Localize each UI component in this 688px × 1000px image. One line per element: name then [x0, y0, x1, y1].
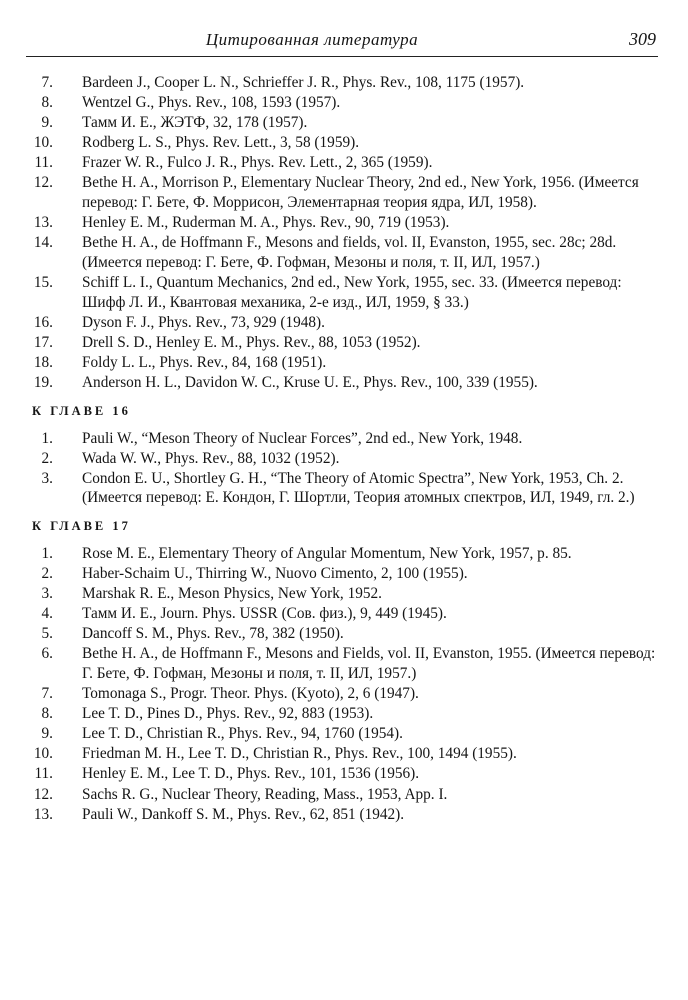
reference-number: 3. [41, 469, 53, 487]
reference-number: 1. [41, 429, 53, 447]
references-list [28, 73, 658, 825]
running-header [26, 26, 658, 57]
reference-entry [28, 744, 658, 764]
reference-entry [28, 153, 658, 173]
reference-entry [28, 624, 658, 644]
reference-number: 14. [33, 234, 53, 252]
reference-entry [28, 724, 658, 744]
reference-entry [28, 449, 658, 469]
section-heading-chapter-16: К ГЛАВЕ 16 [32, 403, 131, 418]
reference-number: 17. [33, 333, 53, 351]
reference-text: Bethe H. A., de Hoffmann F., Mesons and fields, vol. II, Evanston, 1955, sec. 28c; 28d. (Имеется перевод: Г. Бете, Ф. Гофман, Мезоны и поля, т. II, ИЛ, 1957.) [82, 234, 617, 271]
reference-entry [28, 373, 658, 393]
reference-number: 3. [41, 585, 53, 603]
reference-text: Foldy L. L., Phys. Rev., 84, 168 (1951). [82, 353, 327, 371]
reference-text: Henley E. M., Ruderman M. A., Phys. Rev., 90, 719 (1953). [82, 214, 450, 232]
reference-text: Wentzel G., Phys. Rev., 108, 1593 (1957). [82, 94, 341, 112]
reference-entry [28, 644, 658, 683]
reference-text: Lee T. D., Pines D., Phys. Rev., 92, 883 (1953). [82, 705, 374, 723]
reference-text: Condon E. U., Shortley G. H., “The Theory of Atomic Spectra”, New York, 1953, Ch. 2. (Имеется перевод: Е. Кондон, Г. Шортли, Теория атомных спектров, ИЛ, 1949, гл. 2.) [82, 469, 635, 507]
reference-number: 7. [41, 685, 53, 703]
reference-entry [28, 429, 658, 449]
reference-entry [28, 684, 658, 704]
reference-number: 12. [33, 785, 53, 803]
reference-number: 8. [41, 94, 53, 112]
reference-number: 4. [41, 605, 53, 623]
reference-text: Wada W. W., Phys. Rev., 88, 1032 (1952). [82, 449, 340, 467]
reference-number: 1. [41, 544, 53, 562]
reference-entry [28, 805, 658, 825]
reference-entry [28, 273, 658, 312]
reference-entry [28, 173, 658, 212]
reference-text: Тамм И. Е., Journ. Phys. USSR (Сов. физ.), 9, 449 (1945). [82, 605, 447, 623]
reference-text: Bardeen J., Cooper L. N., Schrieffer J. R., Phys. Rev., 108, 1175 (1957). [82, 74, 525, 91]
reference-text: Rodberg L. S., Phys. Rev. Lett., 3, 58 (1959). [82, 134, 360, 152]
reference-text: Bethe H. A., Morrison P., Elementary Nuclear Theory, 2nd ed., New York, 1956. (Имеется перевод: Г. Бете, Ф. Моррисон, Элементарная теория ядра, ИЛ, 1958). [82, 174, 639, 212]
reference-entry [28, 133, 658, 153]
reference-text: Pauli W., “Meson Theory of Nuclear Forces”, 2nd ed., New York, 1948. [82, 429, 523, 447]
reference-number: 2. [41, 449, 53, 467]
reference-number: 2. [41, 564, 53, 582]
reference-text: Lee T. D., Christian R., Phys. Rev., 94, 1760 (1954). [82, 725, 403, 743]
reference-text: Schiff L. I., Quantum Mechanics, 2nd ed., New York, 1955, sec. 33. (Имеется перевод: Шифф Л. И., Квантовая механика, 2-е изд., ИЛ, 1959, § 33.) [82, 273, 622, 311]
section-heading-chapter-17: К ГЛАВЕ 17 [32, 518, 131, 533]
reference-text: Pauli W., Dankoff S. M., Phys. Rev., 62, 851 (1942). [82, 805, 405, 823]
reference-number: 16. [33, 313, 53, 331]
reference-text: Frazer W. R., Fulco J. R., Phys. Rev. Lett., 2, 365 (1959). [82, 154, 433, 172]
reference-number: 6. [41, 645, 53, 663]
reference-text: Sachs R. G., Nuclear Theory, Reading, Mass., 1953, App. I. [82, 785, 448, 803]
reference-text: Tomonaga S., Progr. Theor. Phys. (Kyoto), 2, 6 (1947). [82, 685, 419, 703]
reference-entry [28, 333, 658, 353]
reference-entry [28, 584, 658, 604]
reference-number: 9. [41, 725, 53, 743]
reference-text: Dyson F. J., Phys. Rev., 73, 929 (1948). [82, 313, 325, 331]
reference-text: Marshak R. E., Meson Physics, New York, 1952. [82, 585, 382, 603]
reference-text: Friedman M. H., Lee T. D., Christian R., Phys. Rev., 100, 1494 (1955). [82, 745, 517, 763]
reference-number: 19. [33, 373, 53, 391]
reference-number: 13. [33, 214, 53, 232]
reference-text: Drell S. D., Henley E. M., Phys. Rev., 88, 1053 (1952). [82, 333, 421, 351]
reference-text: Тамм И. Е., ЖЭТФ, 32, 178 (1957). [82, 114, 308, 132]
reference-entry [28, 233, 658, 272]
reference-entry [28, 604, 658, 624]
reference-entry [28, 785, 658, 805]
reference-text: Henley E. M., Lee T. D., Phys. Rev., 101, 1536 (1956). [82, 765, 420, 783]
reference-text: Bethe H. A., de Hoffmann F., Mesons and Fields, vol. II, Evanston, 1955. (Имеется перевод: Г. Бете, Ф. Гофман, Мезоны и поля, т. II, ИЛ, 1957.) [82, 645, 656, 682]
reference-entry [28, 73, 658, 93]
reference-entry [28, 704, 658, 724]
reference-number: 5. [41, 625, 53, 643]
reference-entry [28, 764, 658, 784]
reference-entry [28, 564, 658, 584]
reference-number: 8. [41, 705, 53, 723]
reference-number: 9. [41, 114, 53, 132]
reference-entry [28, 113, 658, 133]
reference-number: 10. [33, 745, 53, 763]
references-chapter-17 [28, 544, 658, 824]
reference-entry [28, 353, 658, 373]
reference-text: Dancoff S. M., Phys. Rev., 78, 382 (1950). [82, 625, 344, 643]
reference-number: 11. [34, 154, 53, 172]
running-title: Цитированная литература [205, 30, 419, 49]
reference-text: Anderson H. L., Davidon W. C., Kruse U. E., Phys. Rev., 100, 339 (1955). [82, 373, 538, 391]
reference-number: 15. [33, 273, 53, 291]
reference-number: 7. [41, 74, 53, 91]
reference-number: 12. [33, 174, 53, 192]
reference-number: 13. [33, 805, 53, 823]
reference-entry [28, 469, 658, 508]
references-chapter-15 [28, 73, 658, 393]
references-chapter-16 [28, 429, 658, 508]
reference-entry [28, 213, 658, 233]
reference-number: 18. [33, 353, 53, 371]
page-number: 309 [629, 29, 656, 49]
reference-number: 11. [34, 765, 53, 783]
reference-entry [28, 93, 658, 113]
reference-text: Haber-Schaim U., Thirring W., Nuovo Cimento, 2, 100 (1955). [82, 564, 468, 582]
reference-entry [28, 313, 658, 333]
reference-entry [28, 544, 658, 564]
reference-text: Rose M. E., Elementary Theory of Angular Momentum, New York, 1957, p. 85. [82, 544, 572, 562]
reference-number: 10. [33, 134, 53, 152]
